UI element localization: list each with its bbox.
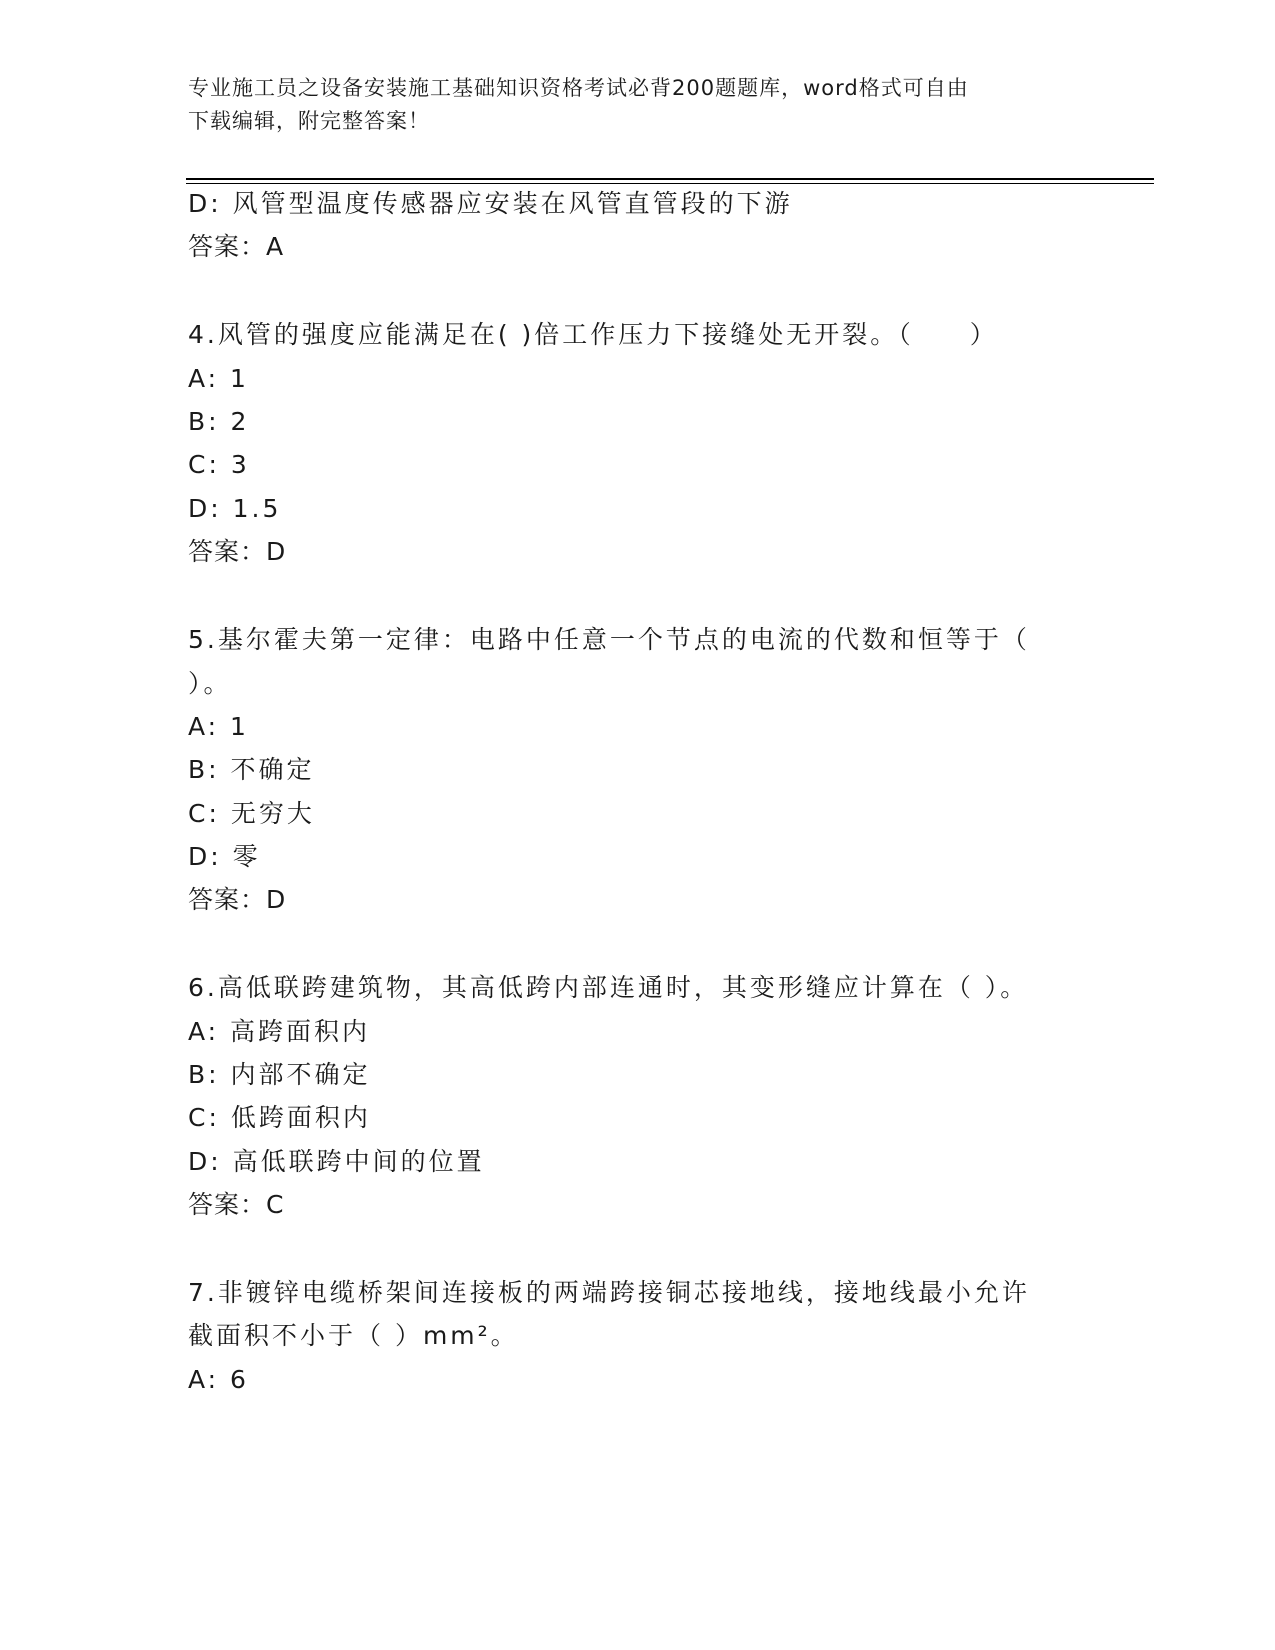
q6-option-b: B: 内部不确定 <box>188 1060 371 1089</box>
header-divider-thick <box>186 178 1154 180</box>
q3-option-d: D: 风管型温度传感器应安装在风管直管段的下游 <box>188 189 793 218</box>
q4-question: 4.风管的强度应能满足在( )倍工作压力下接缝处无开裂。（ ） <box>188 320 998 349</box>
q5-answer: 答案：D <box>188 885 287 914</box>
q4-option-b: B: 2 <box>188 407 250 436</box>
q5-option-d: D: 零 <box>188 842 261 871</box>
q6-answer: 答案：C <box>188 1190 285 1219</box>
header-line-1: 专业施工员之设备安装施工基础知识资格考试必背200题题库，word格式可自由 <box>188 76 969 100</box>
q6-question: 6.高低联跨建筑物，其高低跨内部连通时，其变形缝应计算在（ ）。 <box>188 973 1029 1002</box>
q6-option-a: A: 高跨面积内 <box>188 1017 371 1046</box>
q4-option-a: A: 1 <box>188 364 249 393</box>
q6-option-d: D: 高低联跨中间的位置 <box>188 1147 485 1176</box>
header-line-2: 下载编辑，附完整答案！ <box>188 109 430 133</box>
q5-question-line-1: 5.基尔霍夫第一定律：电路中任意一个节点的电流的代数和恒等于（ <box>188 625 1030 654</box>
q5-option-c: C: 无穷大 <box>188 799 315 828</box>
document-header <box>188 72 1088 138</box>
q4-option-d: D: 1.5 <box>188 494 282 523</box>
q5-question-line-2: ）。 <box>188 669 232 698</box>
q7-option-a: A: 6 <box>188 1365 249 1394</box>
q5-option-b: B: 不确定 <box>188 755 315 784</box>
q4-option-c: C: 3 <box>188 450 250 479</box>
q3-answer: 答案：A <box>188 232 285 261</box>
q5-option-a: A: 1 <box>188 712 249 741</box>
header-divider-thin <box>186 183 1154 184</box>
q7-question-line-1: 7.非镀锌电缆桥架间连接板的两端跨接铜芯接地线，接地线最小允许 <box>188 1278 1030 1307</box>
q4-answer: 答案：D <box>188 537 287 566</box>
q6-option-c: C: 低跨面积内 <box>188 1103 371 1132</box>
q7-question-line-2: 截面积不小于（ ）mm²。 <box>188 1321 519 1350</box>
